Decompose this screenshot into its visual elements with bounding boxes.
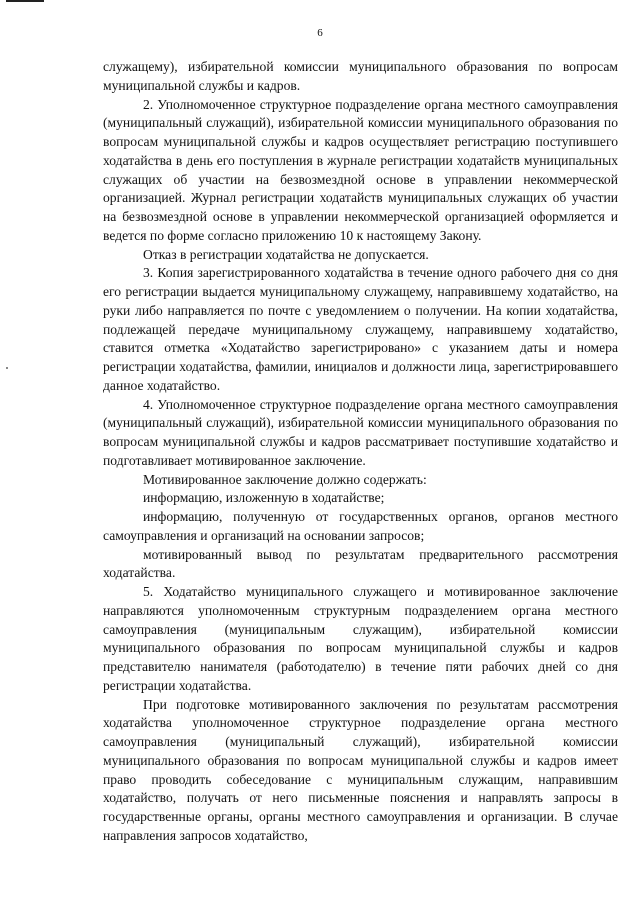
paragraph-item-4: 4. Уполномоченное структурное подразделение органа местного самоуправления (муниципальный служащий), избирательной комиссии муниципального образования по вопросам муниципальной службы и кадров рассматривает поступившие ходатайство и подготавливает мотивированное заключение. xyxy=(103,396,618,468)
paragraph-continuation: служащему), избирательной комиссии муниципального образования по вопросам муниципальной службы и кадров. xyxy=(103,59,618,93)
corner-scan-mark xyxy=(6,0,44,2)
paragraph-preparation: При подготовке мотивированного заключения по результатам рассмотрения ходатайства уполномоченное структурное подразделение органа местного самоуправления (муниципальный служащий), избирательной комиссии муниципального образования по вопросам муниципальной службы и кадров имеет право проводить собеседование с муниципальным служащим, направившим ходатайство, получать от него письменные пояснения и направлять запросы в государственные органы, органы местного самоуправления и организации. В случае направления запросов ходатайство, xyxy=(103,696,618,843)
paragraph-item-2: 2. Уполномоченное структурное подразделение органа местного самоуправления (муниципальный служащий), избирательной комиссии муниципального образования по вопросам муниципальной службы и кадров осуществляет регистрацию поступившего ходатайства в день его поступления в журнале регистрации ходатайств муниципальных служащих об участии на безвозмездной основе в управлении некоммерческой организацией. Журнал регистрации ходатайств муниципальных служащих об участии на безвозмездной основе в управлении некоммерческой организацией оформляется и ведется по форме согласно приложению 10 к настоящему Закону. xyxy=(103,96,618,243)
page-number: 6 xyxy=(317,27,323,39)
paragraph-item-3: 3. Копия зарегистрированного ходатайства в течение одного рабочего дня со дня его регистрации выдается муниципальному служащему, направившему ходатайство, на руки либо направляется по почте с уведомлением о получении. На копии ходатайства, подлежащей передаче муниципальному служащему, направившему ходатайство, ставится отметка «Ходатайство зарегистрировано» с указанием даты и номера регистрации ходатайства, фамилии, инициалов и должности лица, зарегистрировавшего данное ходатайство. xyxy=(103,265,618,393)
paragraph-refusal: Отказ в регистрации ходатайства не допускается. xyxy=(143,246,429,262)
paragraph-conclusion-contents: Мотивированное заключение должно содержать: xyxy=(143,471,427,487)
paragraph-item-5: 5. Ходатайство муниципального служащего и мотивированное заключение направляются уполномоченным структурным подразделением органа местного самоуправления (муниципальным служащим), избирательной комиссии муниципального образования по вопросам муниципальной службы и кадров представителю нанимателя (работодателю) в течение пяти рабочих дней со дня регистрации ходатайства. xyxy=(103,584,618,693)
paragraph-list-item-1: информацию, изложенную в ходатайстве; xyxy=(143,490,385,506)
paragraph-list-item-3: мотивированный вывод по результатам предварительного рассмотрения ходатайства. xyxy=(103,546,618,581)
margin-scan-speck xyxy=(6,367,8,369)
paragraph-list-item-2: информацию, полученную от государственных органов, органов местного самоуправления и организаций на основании запросов; xyxy=(103,509,618,543)
document-body xyxy=(103,58,618,846)
